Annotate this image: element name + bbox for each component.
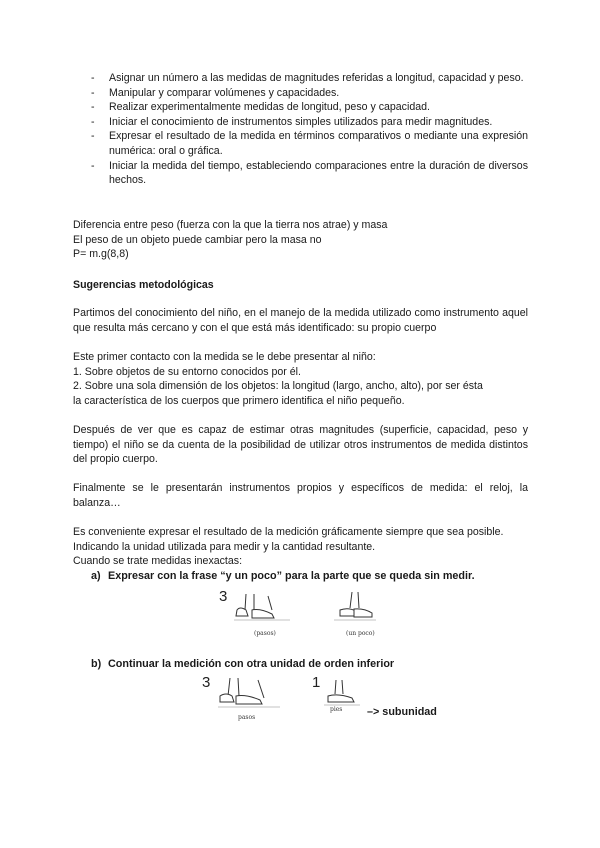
paragraph-body-as-instrument: Partimos del conocimiento del niño, en el manejo de la medida utilizado como instrumento aquel que resulta más cercano y con el que está más identificado: su propio cuerpo <box>73 307 528 334</box>
paragraph-graphical-result <box>73 525 528 569</box>
list-item-text: Iniciar la medida del tiempo, estableciendo comparaciones entre la duración de diversos hechos. <box>109 159 528 187</box>
mass-note-line: Diferencia entre peso (fuerza con la que la tierra nos atrae) y masa <box>73 219 388 231</box>
figure-a-count: 3 <box>219 588 228 605</box>
list-item-text: Manipular y comparar volúmenes y capacidades. <box>109 86 340 99</box>
mass-note-formula: P= m.g(8,8) <box>73 248 129 261</box>
figure-b-caption-right: pies <box>330 706 343 713</box>
section-title: Sugerencias metodológicas <box>73 279 214 291</box>
figure-a-caption-right: (un poco) <box>346 630 375 637</box>
subheading-label: a) <box>91 570 101 582</box>
list-item <box>91 86 528 101</box>
paragraph-line: Este primer contacto con la medida se le debe presentar al niño: <box>73 351 376 363</box>
paragraph-instruments: Finalmente se le presentarán instrumentos propios y específicos de medida: el reloj, la balanza… <box>73 482 528 509</box>
subheading-a <box>91 569 475 584</box>
list-item <box>91 100 528 115</box>
list-item-text: Expresar el resultado de la medida en términos comparativos o mediante una expresión numérica: oral o gráfica. <box>109 130 528 157</box>
paragraph-line: la característica de los cuerpos que primero identifica el niño pequeño. <box>73 394 405 407</box>
paragraph-other-magnitudes: Después de ver que es capaz de estimar otras magnitudes (superficie, capacidad, peso y tiempo) el niño se da cuenta de la posibilidad de utilizar otros instrumentos de medida distintos del propio cuerpo. <box>73 424 528 466</box>
bullet-marker: - <box>91 86 95 99</box>
list-item <box>91 129 528 158</box>
list-item <box>91 115 528 130</box>
figure-a-caption-left: (pasos) <box>254 630 276 637</box>
figure-b-count-steps: 3 <box>202 674 211 691</box>
paragraph-line: 1. Sobre objetos de su entorno conocidos por él. <box>73 365 301 378</box>
paragraph-line: Cuando se trate medidas inexactas: <box>73 555 243 568</box>
mass-note-line: El peso de un objeto puede cambiar pero la masa no <box>73 233 322 246</box>
list-item-text: Realizar experimentalmente medidas de longitud, peso y capacidad. <box>109 101 430 114</box>
paragraph-first-contact <box>73 350 528 408</box>
list-item-text: Asignar un número a las medidas de magnitudes referidas a longitud, capacidad y peso. <box>109 72 524 84</box>
paragraph-line: 2. Sobre una sola dimensión de los objetos: la longitud (largo, ancho, alto), por ser ésta <box>73 380 483 393</box>
partial-step-illustration <box>330 590 378 624</box>
mass-note <box>73 218 528 262</box>
subheading-text: Expresar con la frase “y un poco” para la parte que se queda sin medir. <box>108 570 475 582</box>
steps-illustration <box>216 674 282 710</box>
subheading-label: b) <box>91 658 102 670</box>
list-item <box>91 159 528 188</box>
bullet-marker: - <box>91 130 95 143</box>
bullet-marker: - <box>91 72 95 84</box>
subheading-b <box>91 657 394 672</box>
objectives-list <box>91 71 528 188</box>
list-item-text: Iniciar el conocimiento de instrumentos simples utilizados para medir magnitudes. <box>109 115 493 128</box>
bullet-marker: - <box>91 101 95 114</box>
list-item <box>91 71 528 86</box>
figure-b-count-feet: 1 <box>312 674 321 691</box>
paragraph-line: Es conveniente expresar el resultado de la medición gráficamente siempre que sea posible. <box>73 526 504 538</box>
bullet-marker: - <box>91 115 95 128</box>
footsteps-illustration <box>232 588 292 624</box>
figure-b-caption-left: pasos <box>238 714 256 721</box>
subunidad-note: –> subunidad <box>367 706 437 718</box>
subheading-text: Continuar la medición con otra unidad de orden inferior <box>108 658 395 670</box>
paragraph-line: Indicando la unidad utilizada para medir y la cantidad resultante. <box>73 540 376 553</box>
bullet-marker: - <box>91 159 95 172</box>
